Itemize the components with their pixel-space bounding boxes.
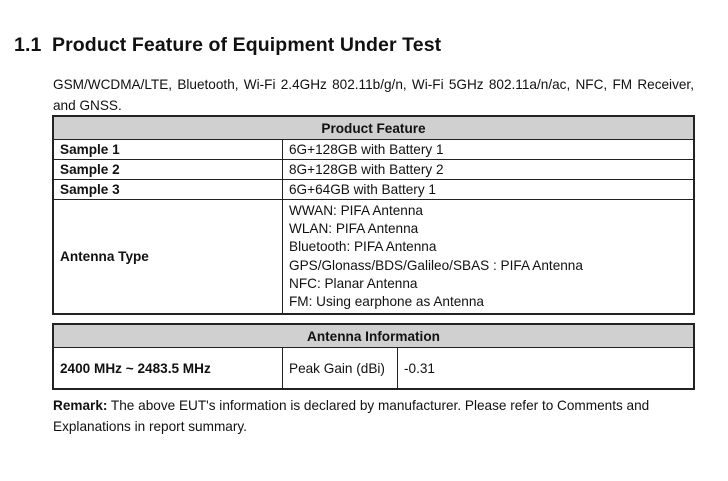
remark-paragraph — [53, 395, 698, 437]
antenna-line: Bluetooth: PIFA Antenna — [289, 239, 437, 255]
antenna-type-label: Antenna Type — [53, 200, 283, 315]
table-row — [53, 200, 694, 315]
sample-value: 6G+128GB with Battery 1 — [283, 140, 695, 160]
intro-paragraph: GSM/WCDMA/LTE, Bluetooth, Wi-Fi 2.4GHz 802.11b/g/n, Wi-Fi 5GHz 802.11a/n/ac, NFC, FM Receiver, and GNSS. — [53, 77, 694, 113]
antenna-information-header: Antenna Information — [53, 324, 694, 348]
product-feature-table — [52, 115, 695, 315]
product-feature-header: Product Feature — [53, 116, 694, 140]
table-row — [53, 348, 694, 390]
section-heading — [14, 34, 441, 57]
antenna-information-table — [52, 323, 695, 390]
section-number: 1.1 — [14, 34, 42, 56]
sample-label: Sample 1 — [53, 140, 283, 160]
section-title: Product Feature of Equipment Under Test — [52, 34, 442, 56]
antenna-line: WLAN: PIFA Antenna — [289, 221, 419, 237]
antenna-line: WWAN: PIFA Antenna — [289, 203, 423, 218]
antenna-line: GPS/Glonass/BDS/Galileo/SBAS : PIFA Antenna — [289, 257, 583, 273]
peak-gain-value: -0.31 — [398, 348, 695, 390]
frequency-range: 2400 MHz ~ 2483.5 MHz — [53, 348, 283, 390]
peak-gain-label: Peak Gain (dBi) — [283, 348, 398, 390]
sample-label: Sample 2 — [53, 160, 283, 180]
table-row — [53, 160, 694, 180]
sample-value: 8G+128GB with Battery 2 — [283, 160, 695, 180]
antenna-line: NFC: Planar Antenna — [289, 275, 418, 291]
table-row — [53, 140, 694, 160]
table-row — [53, 180, 694, 200]
remark-text: The above EUT's information is declared by manufacturer. Please refer to Comments and Explanations in report summary. — [53, 398, 650, 434]
remark-label: Remark: — [53, 398, 108, 413]
sample-value: 6G+64GB with Battery 1 — [283, 180, 695, 200]
sample-label: Sample 3 — [53, 180, 283, 200]
antenna-type-values — [283, 200, 695, 315]
antenna-line: FM: Using earphone as Antenna — [289, 294, 484, 310]
